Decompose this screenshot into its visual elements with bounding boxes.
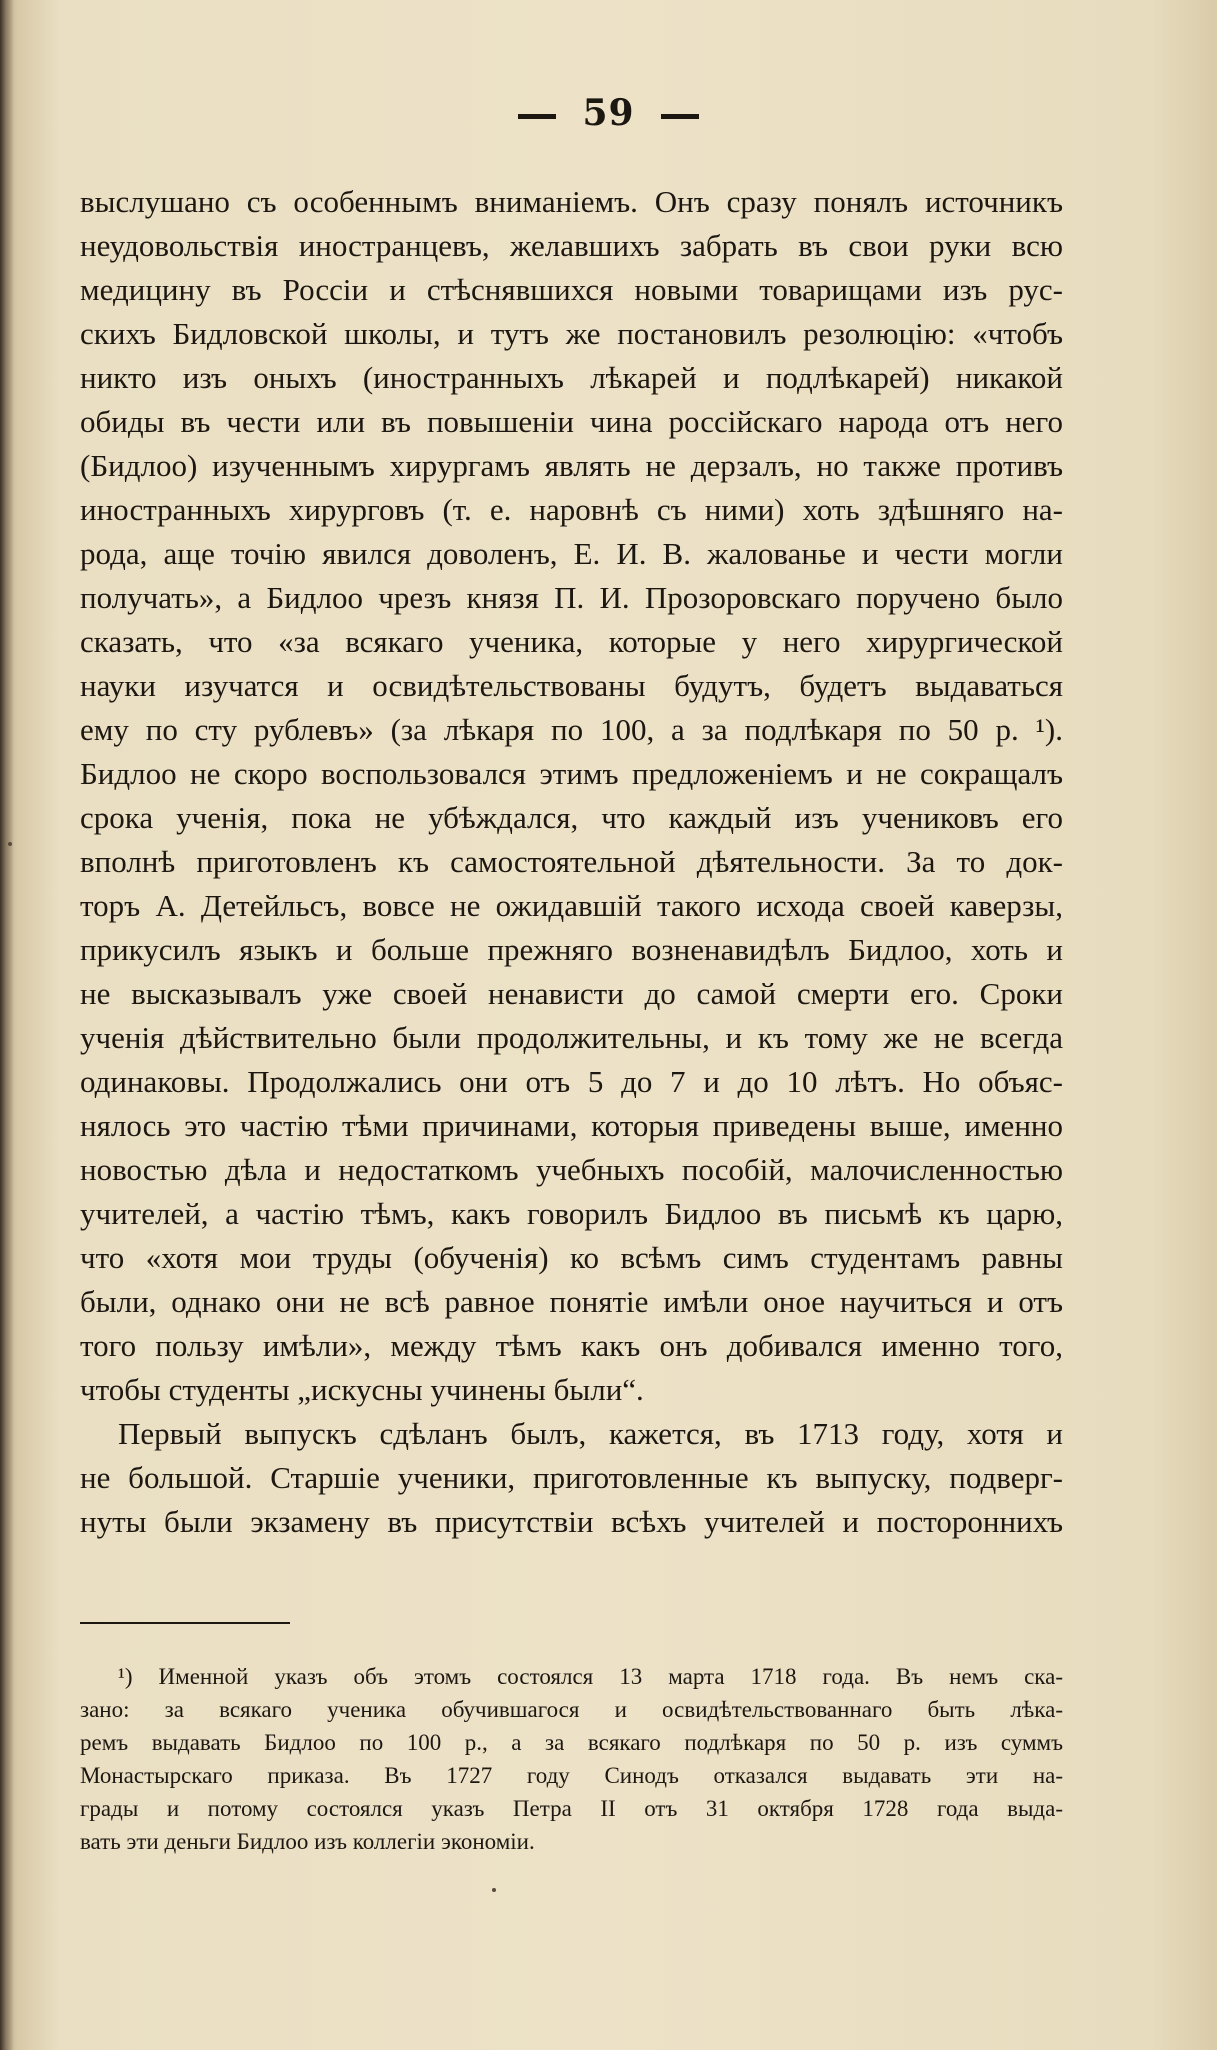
footnote-line: ремъ выдавать Бидлоо по 100 р., а за всякаго подлѣкаря по 50 р. изъ суммъ: [80, 1730, 1063, 1755]
header-dash-left: [518, 114, 556, 119]
paper-speck: [8, 842, 12, 846]
text-line: ему по сту рублевъ» (за лѣкаря по 100, а за подлѣкаря по 50 р. ¹).: [80, 712, 1063, 747]
text-line: никто изъ оныхъ (иностранныхъ лѣкарей и подлѣкарей) никакой: [80, 360, 1063, 395]
footnote: [80, 1660, 1063, 1858]
footnote-line: вать эти деньги Бидлоо изъ коллегіи экономіи.: [80, 1829, 535, 1854]
text-line: того пользу имѣли», между тѣмъ какъ онъ добивался именно того,: [80, 1328, 1063, 1363]
footnote-line: ¹) Именной указъ объ этомъ состоялся 13 марта 1718 года. Въ немъ ска-: [118, 1664, 1063, 1689]
text-line: выслушано съ особеннымъ вниманіемъ. Онъ сразу понялъ источникъ: [80, 184, 1063, 219]
text-line: сказать, что «за всякаго ученика, которые у него хирургической: [80, 624, 1063, 659]
text-line: новостью дѣла и недостаткомъ учебныхъ пособій, малочисленностью: [80, 1152, 1063, 1187]
text-line: нуты были экзамену въ присутствіи всѣхъ учителей и постороннихъ: [80, 1504, 1063, 1539]
footnote-divider: [80, 1622, 290, 1624]
text-line: не высказывалъ уже своей ненависти до самой смерти его. Сроки: [80, 976, 1063, 1011]
page-header: [0, 92, 1217, 134]
text-line: рода, аще точію явился доволенъ, Е. И. В. жалованье и чести могли: [80, 536, 1063, 571]
text-line: неудовольствія иностранцевъ, желавшихъ забрать въ свои руки всю: [80, 228, 1063, 263]
text-line: торъ А. Детейльсъ, вовсе не ожидавшій такого исхода своей каверзы,: [80, 888, 1063, 923]
text-line: срока ученія, пока не убѣждался, что каждый изъ учениковъ его: [80, 800, 1063, 835]
text-line: нялось это частію тѣми причинами, которыя приведены выше, именно: [80, 1108, 1063, 1143]
binding-shadow: [0, 0, 14, 2050]
footnote-line: зано: за всякаго ученика обучившагося и освидѣтельствованнаго быть лѣка-: [80, 1697, 1063, 1722]
text-line: Бидлоо не скоро воспользовался этимъ предложеніемъ и не сокращалъ: [80, 756, 1063, 791]
page-number: 59: [582, 92, 635, 134]
text-line: что «хотя мои труды (обученія) ко всѣмъ симъ студентамъ равны: [80, 1240, 1063, 1275]
footnote-line: Монастырскаго приказа. Въ 1727 году Синодъ отказался выдавать эти на-: [80, 1763, 1063, 1788]
text-line: не большой. Старшіе ученики, приготовленные къ выпуску, подверг-: [80, 1460, 1063, 1495]
text-line: (Бидлоо) изученнымъ хирургамъ являть не дерзалъ, но также противъ: [80, 448, 1063, 483]
main-text: [80, 180, 1063, 1544]
text-line: науки изучатся и освидѣтельствованы будутъ, будетъ выдаваться: [80, 668, 1063, 703]
text-line: ученія дѣйствительно были продолжительны, и къ тому же не всегда: [80, 1020, 1063, 1055]
paragraph-start-line: Первый выпускъ сдѣланъ былъ, кажется, въ 1713 году, хотя и: [118, 1416, 1063, 1451]
text-line: обиды въ чести или въ повышеніи чина россійскаго народа отъ него: [80, 404, 1063, 439]
text-line: учителей, а частію тѣмъ, какъ говорилъ Бидлоо въ письмѣ къ царю,: [80, 1196, 1063, 1231]
paragraph-end-line: чтобы студенты „искусны учинены были“.: [80, 1372, 644, 1407]
header-dash-right: [661, 114, 699, 119]
text-line: медицину въ Россіи и стѣснявшихся новыми товарищами изъ рус-: [80, 272, 1063, 307]
text-line: вполнѣ приготовленъ къ самостоятельной дѣятельности. За то док-: [80, 844, 1063, 879]
paper-speck: [492, 1888, 496, 1892]
text-line: получать», а Бидлоо чрезъ князя П. И. Прозоровскаго поручено было: [80, 580, 1063, 615]
text-line: прикусилъ языкъ и больше прежняго возненавидѣлъ Бидлоо, хоть и: [80, 932, 1063, 967]
text-line: были, однако они не всѣ равное понятіе имѣли оное научиться и отъ: [80, 1284, 1063, 1319]
footnote-line: грады и потому состоялся указъ Петра II отъ 31 октября 1728 года выда-: [80, 1796, 1063, 1821]
text-line: скихъ Бидловской школы, и тутъ же постановилъ резолюцію: «чтобъ: [80, 316, 1063, 351]
text-line: одинаковы. Продолжались они отъ 5 до 7 и до 10 лѣтъ. Но объяс-: [80, 1064, 1063, 1099]
text-line: иностранныхъ хирурговъ (т. е. наровнѣ съ ними) хоть здѣшняго на-: [80, 492, 1063, 527]
